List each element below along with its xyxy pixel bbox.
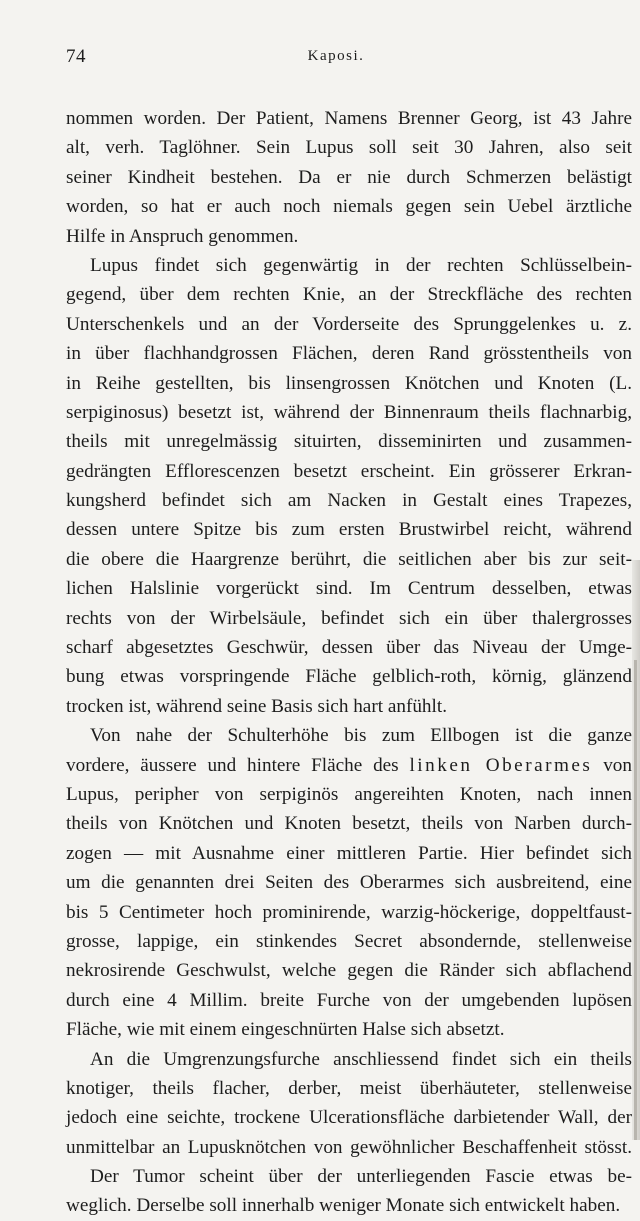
text-line: um die genannten drei Seiten des Oberarmes sich ausbreitend, eine: [66, 872, 632, 894]
text-line: durch eine 4 Millim. breite Furche von der umgebenden lupösen: [66, 989, 632, 1011]
text-line: zogen — mit Ausnahme einer mittleren Partie. Hier befindet sich: [66, 842, 632, 864]
text-line: rechts von der Wirbelsäule, befindet sich ein über thalergrosses: [66, 607, 632, 629]
paragraph-start-line: Lupus findet sich gegenwärtig in der rechten Schlüsselbein-: [90, 254, 632, 276]
text-line: kungsherd befindet sich am Nacken in Gestalt eines Trapezes,: [66, 490, 632, 512]
text-line: jedoch eine seichte, trockene Ulcerationsfläche darbietender Wall, der: [66, 1107, 632, 1129]
text-line: lichen Halslinie vorgerückt sind. Im Centrum desselben, etwas: [66, 578, 632, 600]
text-line: nekrosirende Geschwulst, welche gegen die Ränder sich abflachend: [66, 960, 632, 982]
paragraph-start-line: Der Tumor scheint über der unterliegenden Fascie etwas be-: [90, 1166, 632, 1188]
text-line: knotiger, theils flacher, derber, meist überhäuteter, stellenweise: [66, 1077, 632, 1099]
text-line: die obere die Haargrenze berührt, die seitlichen aber bis zur seit-: [66, 548, 632, 570]
text-line: gedrängten Efflorescenzen besetzt erscheint. Ein grösserer Erkran-: [66, 460, 632, 482]
text-line: trocken ist, während seine Basis sich hart anfühlt.: [66, 695, 447, 717]
page-number: 74: [66, 46, 86, 67]
text-line: Hilfe in Anspruch genommen.: [66, 225, 299, 247]
text-line: grosse, lappige, ein stinkendes Secret absondernde, stellenweise: [66, 930, 632, 952]
text-line: Unterschenkels und an der Vorderseite des Sprunggelenkes u. z.: [66, 313, 632, 335]
paragraph-start-line: Von nahe der Schulterhöhe bis zum Ellbogen ist die ganze: [90, 725, 632, 747]
text-line: scharf abgesetztes Geschwür, dessen über das Niveau der Umge-: [66, 637, 632, 659]
text-line: bung etwas vorspringende Fläche gelblich-roth, körnig, glänzend: [66, 666, 632, 688]
text-line: theils von Knötchen und Knoten besetzt, theils von Narben durch-: [66, 813, 632, 835]
running-head: Kaposi.: [307, 48, 365, 64]
text-line: dessen untere Spitze bis zum ersten Brustwirbel reicht, während: [66, 519, 632, 541]
text-line: in Reihe gestellten, bis linsengrossen Knötchen und Knoten (L.: [66, 372, 632, 394]
text-line: vordere, äussere und hintere Fläche des linken Oberarmes von: [66, 754, 632, 776]
text-line: worden, so hat er auch noch niemals gegen sein Uebel ärztliche: [66, 196, 632, 218]
text-line: gegend, über dem rechten Knie, an der Streckfläche des rechten: [66, 284, 632, 306]
page-header: [66, 46, 626, 72]
emphasized-text: linken Oberarmes: [409, 754, 593, 776]
text-line: in über flachhandgrossen Flächen, deren Rand grösstentheils von: [66, 343, 632, 365]
text-line: seiner Kindheit bestehen. Da er nie durch Schmerzen belästigt: [66, 166, 632, 188]
text-line: weglich. Derselbe soll innerhalb weniger Monate sich entwickelt haben.: [66, 1195, 621, 1217]
page-edge-line: [634, 660, 637, 1140]
text-line: alt, verh. Taglöhner. Sein Lupus soll seit 30 Jahren, also seit: [66, 137, 632, 159]
body-text: [66, 104, 632, 1221]
text-line: Lupus, peripher von serpiginös angereihten Knoten, nach innen: [66, 783, 632, 805]
text-line: bis 5 Centimeter hoch prominirende, warzig-höckerige, doppeltfaust-: [66, 901, 632, 923]
text-line: serpiginosus) besetzt ist, während der Binnenraum theils flachnarbig,: [66, 401, 632, 423]
text-line: Fläche, wie mit einem eingeschnürten Halse sich absetzt.: [66, 1019, 505, 1041]
text-line: nommen worden. Der Patient, Namens Brenner Georg, ist 43 Jahre: [66, 108, 632, 129]
text-line: unmittelbar an Lupusknötchen von gewöhnlicher Beschaffenheit stösst.: [66, 1136, 632, 1158]
paragraph-start-line: An die Umgrenzungsfurche anschliessend findet sich ein theils: [90, 1048, 632, 1070]
text-line: theils mit unregelmässig situirten, disseminirten und zusammen-: [66, 431, 632, 453]
